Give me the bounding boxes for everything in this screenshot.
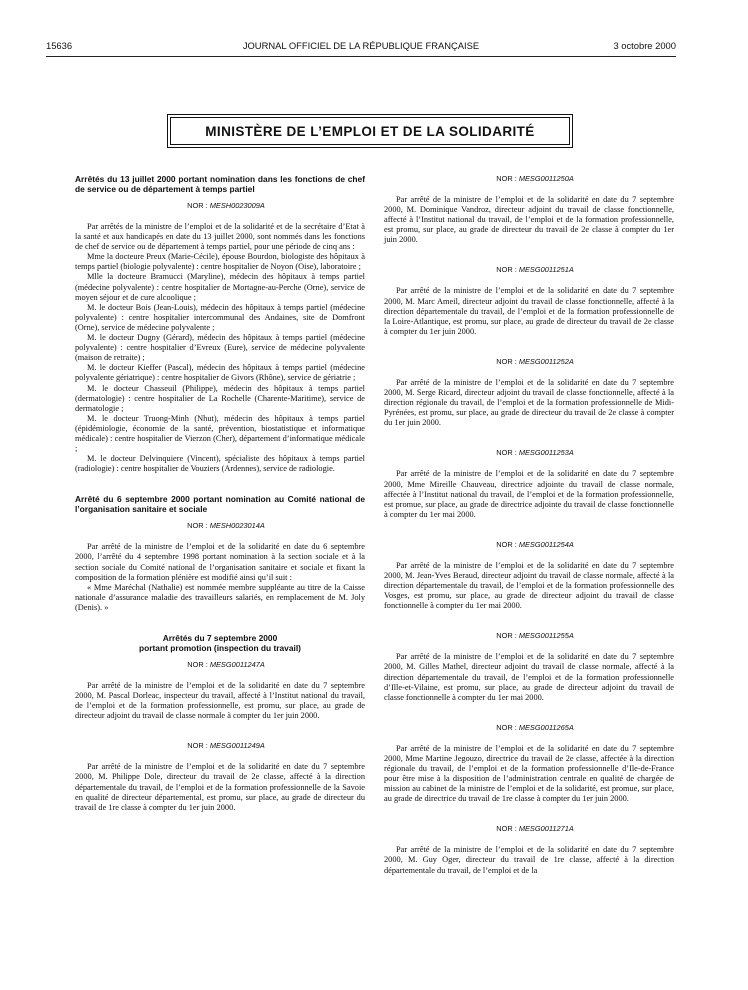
paragraph: Par arrêté de la ministre de l’emploi et de la solidarité en date du 7 septembre 2000, M. Pascal Dorleac, inspecteur du travail, affecté à l’Institut national du travail, de l’emploi et de la formation professionnelle, est promu, sur place, au grade de directeur adjoint du travail de classe normale à compter du 1er juin 2000. <box>75 681 365 721</box>
ministry-title: MINISTÈRE DE L’EMPLOI ET DE LA SOLIDARITÉ <box>170 117 570 145</box>
section-title: Arrêtés du 7 septembre 2000 portant promotion (inspection du travail) <box>139 633 301 653</box>
nor-reference: NOR : MESG0011249A <box>187 741 265 751</box>
journal-title: JOURNAL OFFICIEL DE LA RÉPUBLIQUE FRANÇAISE <box>242 40 480 51</box>
section-title: Arrêtés du 13 juillet 2000 portant nomination dans les fonctions de chef de service ou de département à temps partiel <box>75 174 365 194</box>
paragraph: Par arrêté de la ministre de l’emploi et de la solidarité en date du 7 septembre 2000, M. Guy Oger, directeur du travail de 1re classe, affecté à la direction départementale du travail, de l’emploi et de la <box>384 845 674 875</box>
paragraph: Mme la docteure Preux (Marie-Cécile), épouse Bourdon, biologiste des hôpitaux à temps partiel (biologie polyvalente) : centre hospitalier de Noyon (Oise), laboratoire ; <box>75 252 365 272</box>
nor-reference: NOR : MESH0023014A <box>187 521 265 531</box>
paragraph: Par arrêté de la ministre de l’emploi et de la solidarité en date du 7 septembre 2000, Mme Mireille Chauveau, directrice adjointe du travail de classe normale, affectée à l’Institut national du travail, de l’emploi et de la formation professionnelle, est promue, sur place, au grade de directrice adjointe du travail de classe fonctionnelle à compter du 1er mai 2000. <box>384 469 674 519</box>
page-header <box>46 40 676 54</box>
right-column <box>384 174 674 876</box>
paragraph: Par arrêté de la ministre de l’emploi et de la solidarité en date du 7 septembre 2000, Mme Martine Jegouzo, directrice du travail de 2e classe, affectée à la direction régionale du travail, de l’emploi et de la formation professionnelle d’Ile-de-France pour être mise à la disposition de l’administration centrale en qualité de chargée de mission au cabinet de la ministre de l’emploi et de la solidarité, est promue, sur place, au grade de directrice du travail de 1re classe à compter du 1er juin 2000. <box>384 743 674 804</box>
page-number: 15636 <box>46 40 73 51</box>
paragraph: M. le docteur Dugny (Gérard), médecin des hôpitaux à temps partiel (médecine polyvalente) : centre hospitalier d’Evreux (Eure), service de médecine polyvalente (maison de retraite) ; <box>75 333 365 363</box>
paragraph: Mlle la docteure Bramucci (Maryline), médecin des hôpitaux à temps partiel (médecine polyvalente) : centre hospitalier de Mortagne-au-Perche (Orne), service de moyen séjour et de cure alcoolique ; <box>75 272 365 302</box>
paragraph: M. le docteur Kieffer (Pascal), médecin des hôpitaux à temps partiel (médecine polyvalente gériatrique) : centre hospitalier de Givors (Rhône), service de gériatrie ; <box>75 363 365 383</box>
nor-reference: NOR : MESG0011253A <box>496 448 574 458</box>
issue-date: 3 octobre 2000 <box>613 40 676 51</box>
left-column <box>75 174 365 813</box>
header-rule <box>46 56 676 57</box>
paragraph: Par arrêté de la ministre de l’emploi et de la solidarité en date du 7 septembre 2000, M. Philippe Dole, directeur du travail de 2e classe, affecté à la direction départementale du travail, de l’emploi et de la formation professionnelle de la Savoie en qualité de directeur départemental, est promu, sur place, au grade de directeur du travail de 1re classe à compter du 1er juin 2000. <box>75 762 365 812</box>
paragraph: « Mme Maréchal (Nathalie) est nommée membre suppléante au titre de la Caisse nationale d’assurance maladie des travailleurs salariés, en remplacement de M. Joly (Denis). » <box>75 582 365 612</box>
nor-reference: NOR : MESG0011254A <box>496 539 574 549</box>
nor-reference: NOR : MESG0011252A <box>496 356 574 366</box>
paragraph: Par arrêté de la ministre de l’emploi et de la solidarité en date du 7 septembre 2000, M. Serge Ricard, directeur adjoint du travail de classe fonctionnelle, affecté à la direction régionale du travail, de l’emploi et de la formation professionnelle de Midi-Pyrénées, est promu, sur place, au grade de directeur du travail de 2e classe à compter du 1er juin 2000. <box>384 377 674 428</box>
nor-reference: NOR : MESG0011251A <box>496 265 574 275</box>
paragraph: Par arrêté de la ministre de l’emploi et de la solidarité en date du 7 septembre 2000, M. Dominique Vandroz, directeur adjoint du travail de classe fonctionnelle, affecté à l’Institut national du travail, de l’emploi et de la formation professionnelle, est promu, sur place, au grade de directeur du travail de 2e classe à compter du 1er juin 2000. <box>384 195 674 245</box>
nor-reference: NOR : MESG0011250A <box>496 174 574 183</box>
paragraph: Par arrêtés de la ministre de l’emploi et de la solidarité et de la secrétaire d’Etat à la santé et aux handicapés en date du 13 juillet 2000, sont nommés dans les fonctions de chef de service ou de département à temps partiel, pour une période de cinq ans : <box>75 222 365 252</box>
paragraph: M. le docteur Chasseuil (Philippe), médecin des hôpitaux à temps partiel (dermatologie) : centre hospitalier de La Rochelle (Charente-Maritime), service de dermatologie ; <box>75 383 365 413</box>
paragraph: M. le docteur Bois (Jean-Louis), médecin des hôpitaux à temps partiel (médecine polyvalente) : centre hospitalier intercommunal des Andaines, site de Domfront (Orne), service de médecine polyvalente ; <box>75 302 365 332</box>
section-title: Arrêté du 6 septembre 2000 portant nomination au Comité national de l’organisation sanitaire et sociale <box>75 494 365 515</box>
paragraph: Par arrêté de la ministre de l’emploi et de la solidarité en date du 7 septembre 2000, M. Jean-Yves Beraud, directeur adjoint du travail de classe normale, affecté à la direction départementale du travail, de l’emploi et de la formation professionnelle des Vosges, est promu, sur place, au grade de directeur adjoint du travail de classe fonctionnelle à compter du 1er mai 2000. <box>384 560 674 611</box>
nor-reference: NOR : MESG0011265A <box>496 722 574 732</box>
nor-reference: NOR : MESH0023009A <box>187 201 265 210</box>
paragraph: Par arrêté de la ministre de l’emploi et de la solidarité en date du 6 septembre 2000, l’arrêté du 4 septembre 1998 portant nomination à la section sociale et à la section sociale du Comité national de l’organisation sanitaire et sociale et fixant la composition de la formation plénière est modifié ainsi qu’il suit : <box>75 542 365 582</box>
paragraph: Par arrêté de la ministre de l’emploi et de la solidarité en date du 7 septembre 2000, M. Gilles Mathel, directeur adjoint du travail de classe normale, affecté à la direction départementale du travail, de l’emploi et de la formation professionnelle d’Ille-et-Vilaine, est promu, sur place, au grade de directeur adjoint du travail de classe fonctionnelle à compter du 1er mai 2000. <box>384 652 674 702</box>
nor-reference: NOR : MESG0011271A <box>496 824 574 834</box>
nor-reference: NOR : MESG0011255A <box>496 631 574 641</box>
nor-reference: NOR : MESG0011247A <box>187 660 265 669</box>
paragraph: M. le docteur Truong-Minh (Nhut), médecin des hôpitaux à temps partiel (épidémiologie, économie de la santé, prévention, biostatistique et informatique médicale) : centre hospitalier de Vierzon (Cher), département d’informatique médicale ; <box>75 413 365 454</box>
paragraph: Par arrêté de la ministre de l’emploi et de la solidarité en date du 7 septembre 2000, M. Marc Ameil, directeur adjoint du travail de classe fonctionnelle, affecté à la direction départementale du travail, de l’emploi et de la formation professionnelle de la Loire-Atlantique, est promu, sur place, au grade de directeur du travail de 2e classe à compter du 1er juin 2000. <box>384 286 674 336</box>
paragraph: M. le docteur Delvinquiere (Vincent), spécialiste des hôpitaux à temps partiel (radiologie) : centre hospitalier de Vouziers (Ardennes), service de radiologie. <box>75 454 365 474</box>
